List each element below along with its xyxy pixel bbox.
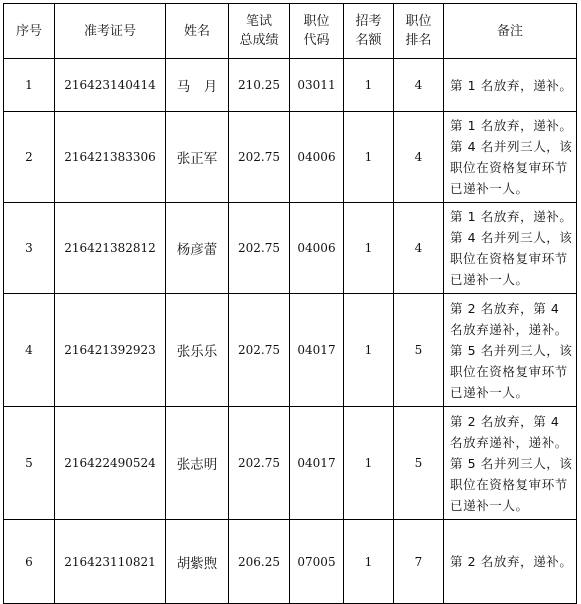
cell-rank: 5 xyxy=(394,407,444,520)
cell-quota: 1 xyxy=(344,294,394,407)
cell-no: 4 xyxy=(4,294,55,407)
cell-exam-id: 216422490524 xyxy=(55,407,166,520)
cell-rank: 4 xyxy=(394,112,444,203)
cell-score: 206.25 xyxy=(229,520,290,604)
table-row xyxy=(4,203,577,294)
table-row xyxy=(4,407,577,520)
table-row xyxy=(4,59,577,112)
cell-name: 马 月 xyxy=(166,59,229,112)
header-no: 序号 xyxy=(4,4,55,59)
cell-note: 第 1 名放弃，递补。 xyxy=(444,59,577,112)
cell-score: 202.75 xyxy=(229,112,290,203)
header-note: 备注 xyxy=(444,4,577,59)
cell-score: 202.75 xyxy=(229,294,290,407)
cell-note: 第 2 名放弃，第 4 名放弃递补，递补。第 5 名并列三人，该职位在资格复审环节已递补一人。 xyxy=(444,407,577,520)
cell-name: 胡紫煦 xyxy=(166,520,229,604)
cell-exam-id: 216423110821 xyxy=(55,520,166,604)
table-row xyxy=(4,112,577,203)
cell-no: 2 xyxy=(4,112,55,203)
header-score: 笔试 总成绩 xyxy=(229,4,290,59)
cell-quota: 1 xyxy=(344,520,394,604)
cell-code: 04006 xyxy=(290,112,344,203)
cell-quota: 1 xyxy=(344,112,394,203)
cell-exam-id: 216421383306 xyxy=(55,112,166,203)
results-table xyxy=(3,3,577,604)
cell-quota: 1 xyxy=(344,203,394,294)
cell-note: 第 1 名放弃，递补。第 4 名并列三人，该职位在资格复审环节已递补一人。 xyxy=(444,112,577,203)
cell-note: 第 2 名放弃，递补。 xyxy=(444,520,577,604)
cell-name: 张志明 xyxy=(166,407,229,520)
header-code: 职位 代码 xyxy=(290,4,344,59)
header-exam-id: 准考证号 xyxy=(55,4,166,59)
cell-code: 04006 xyxy=(290,203,344,294)
cell-code: 04017 xyxy=(290,407,344,520)
cell-name: 张乐乐 xyxy=(166,294,229,407)
cell-name: 张正军 xyxy=(166,112,229,203)
cell-rank: 7 xyxy=(394,520,444,604)
cell-no: 1 xyxy=(4,59,55,112)
cell-score: 210.25 xyxy=(229,59,290,112)
cell-rank: 4 xyxy=(394,59,444,112)
cell-quota: 1 xyxy=(344,59,394,112)
cell-exam-id: 216421382812 xyxy=(55,203,166,294)
cell-note: 第 1 名放弃，递补。第 4 名并列三人，该职位在资格复审环节已递补一人。 xyxy=(444,203,577,294)
header-row xyxy=(4,4,577,59)
cell-code: 03011 xyxy=(290,59,344,112)
cell-quota: 1 xyxy=(344,407,394,520)
table-row xyxy=(4,520,577,604)
cell-rank: 4 xyxy=(394,203,444,294)
cell-code: 04017 xyxy=(290,294,344,407)
table-row xyxy=(4,294,577,407)
cell-no: 6 xyxy=(4,520,55,604)
header-name: 姓名 xyxy=(166,4,229,59)
cell-rank: 5 xyxy=(394,294,444,407)
cell-note: 第 2 名放弃，第 4 名放弃递补，递补。第 5 名并列三人，该职位在资格复审环节已递补一人。 xyxy=(444,294,577,407)
cell-score: 202.75 xyxy=(229,407,290,520)
cell-code: 07005 xyxy=(290,520,344,604)
cell-score: 202.75 xyxy=(229,203,290,294)
header-quota: 招考 名额 xyxy=(344,4,394,59)
cell-name: 杨彦蕾 xyxy=(166,203,229,294)
cell-exam-id: 216421392923 xyxy=(55,294,166,407)
cell-no: 3 xyxy=(4,203,55,294)
cell-exam-id: 216423140414 xyxy=(55,59,166,112)
header-rank: 职位 排名 xyxy=(394,4,444,59)
cell-no: 5 xyxy=(4,407,55,520)
